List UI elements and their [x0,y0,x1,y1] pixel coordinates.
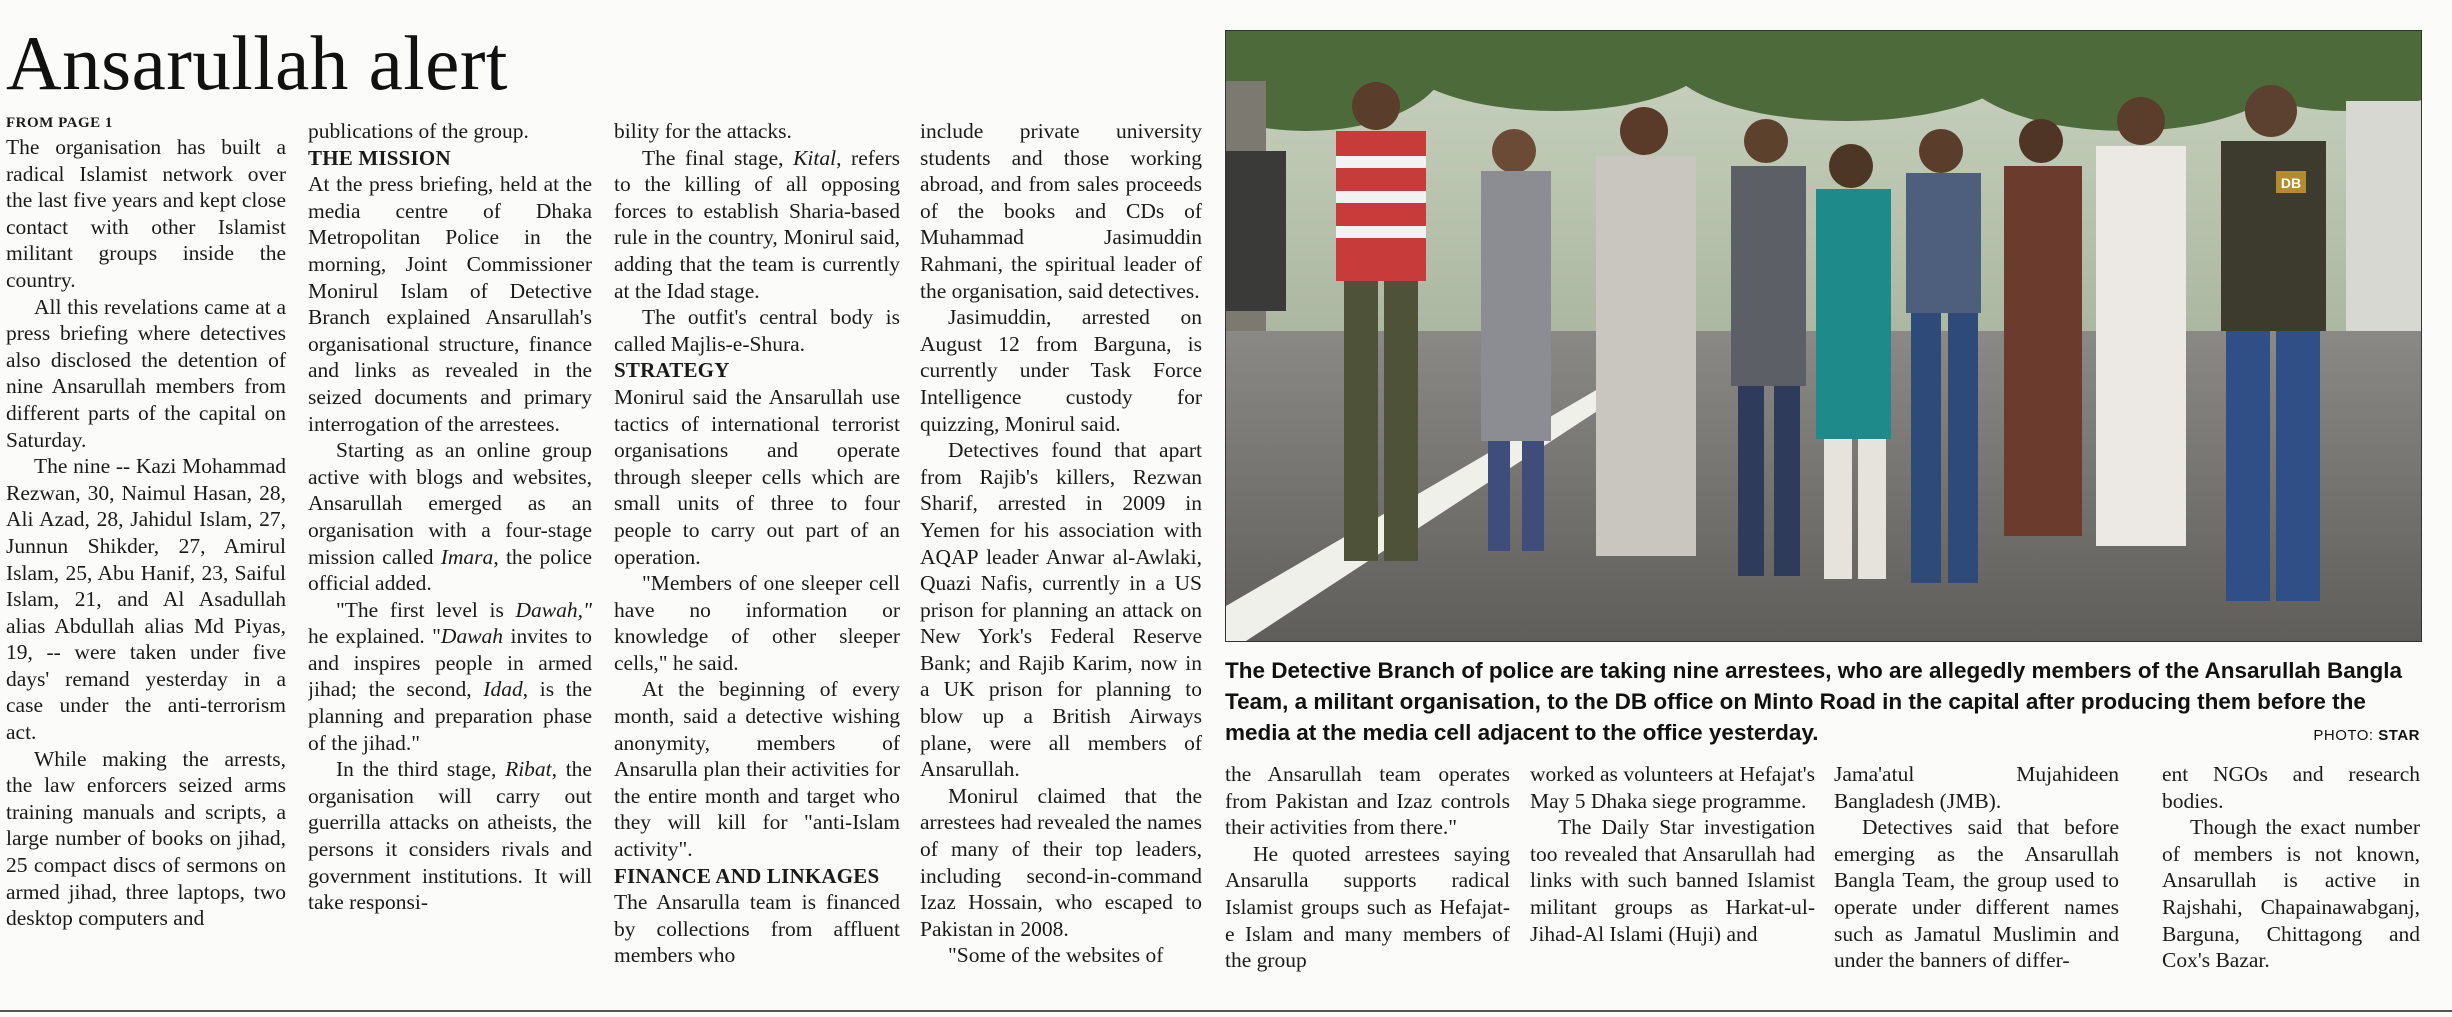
article-column-8 [2162,761,2420,1002]
paragraph [614,145,900,305]
text-run-italic: Ribat [505,757,552,782]
paragraph: Monirul claimed that the arrestees had revealed the names of many of their top leaders, including second-in-command Izaz Hossain, who escaped to Pakistan in 2008. [920,783,1202,941]
text-run: invites to and inspires people in armed jihad; the second, [308,624,592,702]
paragraph: The nine -- Kazi Mohammad Rezwan, 30, Naimul Hasan, 28, Ali Azad, 28, Jahidul Islam, 27, Junnun Shikder, 27, Amirul Islam, 25, Abu Hanif, 23, Saiful Islam, 21, and Al Asadullah alias Abdullah alias Md Piyas, 19, -- were taken under five days' remand yesterday in a case under the anti-terrorism act. [6,454,286,745]
article-column-1 [6,112,286,1002]
photo-caption: The Detective Branch of police are taking nine arrestees, who are allegedly members of the Ansarullah Bangla Team, a militant organisation, to the DB office on Minto Road in the capital after producing them before the media at the media cell adjacent to the office yesterday. [1225,658,2403,745]
article-column-4 [920,118,1202,1002]
text-run-italic: Dawah [440,624,504,649]
paragraph: Detectives said that before emerging as the Ansarullah Bangla Team, the group used to operate under different names such as Jamatul Muslimin and under the banners of differ- [1834,815,2119,973]
text-run: , is the planning and preparation phase of the jihad." [308,677,592,755]
article-column-2 [308,118,592,1002]
paragraph: ent NGOs and research bodies. [2162,762,2420,813]
text-run: , the organisation will carry out guerrilla attacks on atheists, the persons it considers rivals and government institutions. It will take responsi- [308,757,592,915]
article-column-6 [1530,761,1815,1002]
text-run: Starting as an online group active with blogs and websites, Ansarullah emerged as an organisation with a four-stage mission called [308,438,592,569]
text-run-italic: Imara [440,544,494,569]
paragraph: The organisation has built a radical Islamist network over the last five years and kept close contact with other Islamist militant groups inside the country. [6,135,286,292]
paragraph: Detectives found that apart from Rajib's killers, Rezwan Sharif, arrested in 2009 in Yemen for his association with AQAP leader Anwar al-Awlaki, Quazi Nafis, currently in a US prison for planning an attack on New York's Federal Reserve Bank; and Rajib Karim, now in a UK prison for planning to blow up a British Airways plane, were all members of Ansarullah. [920,438,1202,782]
paragraph: publications of the group. [308,119,529,143]
text-run-italic: Idad [483,677,523,702]
page-bottom-rule [0,1010,2452,1012]
paragraph [308,597,592,757]
section-heading-mission: THE MISSION [308,145,451,170]
photo-credit [2313,727,2420,744]
from-page-label: FROM PAGE 1 [6,115,113,131]
paragraph: bility for the attacks. [614,119,792,143]
paragraph: All this revelations came at a press briefing where detectives also disclosed the detention of nine Ansarullah members from different parts of the capital on Saturday. [6,294,286,452]
paragraph: "Some of the websites of [948,943,1164,968]
paragraph: Jama'atul Mujahideen Bangladesh (JMB). [1834,762,2119,813]
section-heading-strategy: STRATEGY [614,358,730,383]
paragraph: include private university students and those working abroad, and from sales proceeds of the books and CDs of Muhammad Jasimuddin Rahmani, the spiritual leader of the organisation, said detectives. [920,119,1202,303]
paragraph [308,437,592,597]
paragraph: He quoted arrestees saying Ansarulla supports radical Islamist groups such as Hefajat-e Islam and many members of the group [1225,841,1510,973]
paragraph: The Ansarulla team is financed by collections from affluent members who [614,890,900,968]
headline: Ansarullah alert [6,20,508,106]
paragraph: While making the arrests, the law enforcers seized arms training manuals and scripts, a large number of books on jihad, 25 compact discs of sermons on armed jihad, three laptops, two desktop computers and [6,746,286,931]
text-run: , refers to the killing of all opposing forces to establish Sharia-based rule in the country, Monirul said, adding that the team is currently at the Idad stage. [614,145,900,303]
photo-credit-label: PHOTO: [2313,727,2374,744]
article-column-3 [614,118,900,1002]
text-run: he explained. " [308,624,441,649]
paragraph: The Daily Star investigation too revealed that Ansarullah had links with such banned Islamist militant groups as Harkat-ul-Jihad-Al Islami (Huji) and [1530,815,1815,946]
photo-illustration [1226,31,2421,641]
paragraph: Though the exact number of members is not known, Ansarullah is active in Rajshahi, Chapainawabganj, Barguna, Chittagong and Cox's Bazar. [2162,815,2420,973]
paragraph: At the beginning of every month, said a detective wishing anonymity, members of Ansarulla plan their activities for the entire month and target who they will kill for "anti-Islam activity". [614,677,900,862]
paragraph: "Members of one sleeper cell have no information or knowledge of other sleeper cells," he said. [614,571,900,675]
text-run-italic: Dawah," [515,597,592,622]
news-photo [1225,30,2422,642]
text-run: , the police official added. [308,544,592,596]
paragraph: The outfit's central body is called Majlis-e-Shura. [614,305,900,356]
article-column-5 [1225,761,1510,1002]
photo-credit-source: STAR [2378,727,2420,744]
text-run: The final stage, [642,145,794,170]
paragraph: Monirul said the Ansarullah use tactics of international terrorist organisations and operate through sleeper cells which are small units of three to four people to carry out part of an operation. [614,384,900,569]
text-run: "The first level is [336,597,516,622]
section-heading-finance: FINANCE AND LINKAGES [614,863,880,888]
paragraph: worked as volunteers at Hefajat's May 5 Dhaka siege programme. [1530,762,1815,813]
paragraph [308,756,592,916]
text-run: In the third stage, [336,757,506,782]
paragraph: At the press briefing, held at the media centre of Dhaka Metropolitan Police in the morning, Joint Commissioner Monirul Islam of Detective Branch explained Ansarullah's organisational structure, finance and links as revealed in the seized documents and primary interrogation of the arrestees. [308,172,592,436]
text-run-italic: Kital [793,145,837,170]
paragraph: Jasimuddin, arrested on August 12 from Barguna, is currently under Task Force Intelligence custody for quizzing, Monirul said. [920,305,1202,436]
article-column-7 [1834,761,2119,1002]
db-placard: DB [2280,175,2302,191]
paragraph: the Ansarullah team operates from Pakistan and Izaz controls their activities from there." [1225,762,1510,840]
